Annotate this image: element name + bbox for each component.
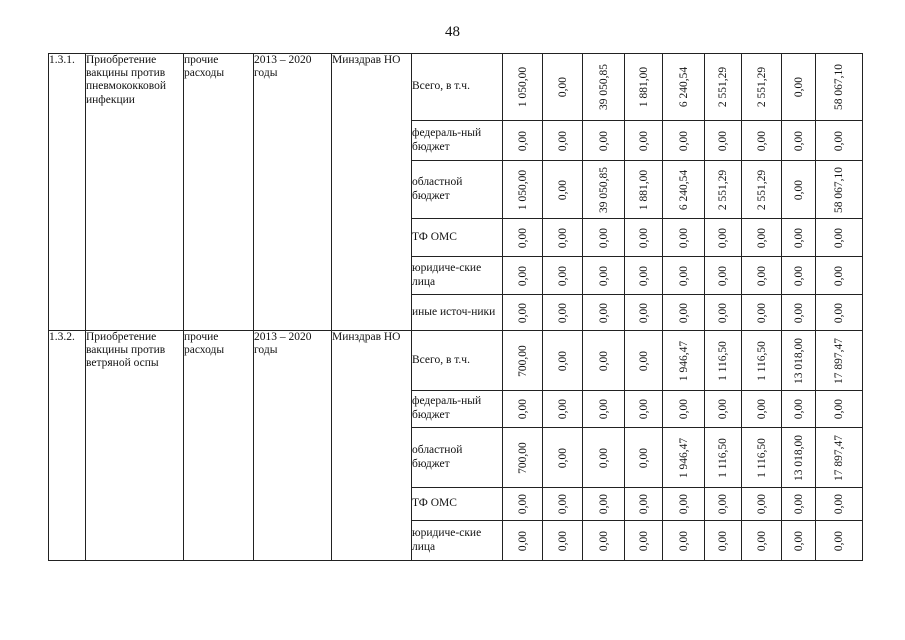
- amount-value: 0,00: [833, 398, 845, 420]
- amount-cell: [705, 257, 742, 295]
- amount-cell: [625, 391, 663, 428]
- amount-value: 700,00: [516, 344, 529, 377]
- amount-value: 0,00: [717, 530, 729, 551]
- amount-value: 0,00: [717, 302, 729, 323]
- amount-value: 0,00: [637, 130, 650, 151]
- amount-cell: [816, 219, 863, 257]
- budget-table: [48, 53, 863, 561]
- amount-cell: [705, 521, 742, 561]
- amount-cell: [782, 257, 816, 295]
- amount-cell: [782, 54, 816, 121]
- amount-value: 0,00: [597, 227, 610, 248]
- amount-cell: [782, 219, 816, 257]
- amount-cell: [583, 295, 625, 331]
- funding-source-label: Всего, в т.ч.: [412, 54, 503, 121]
- amount-cell: [782, 295, 816, 331]
- amount-cell: [503, 161, 543, 219]
- amount-cell: [705, 295, 742, 331]
- amount-cell: [816, 428, 863, 488]
- amount-cell: [503, 428, 543, 488]
- amount-cell: [705, 331, 742, 391]
- amount-value: 0,00: [677, 265, 690, 286]
- amount-value: 0,00: [597, 130, 610, 151]
- amount-value: 2 551,29: [717, 169, 729, 210]
- expense-type: прочие расходы: [184, 331, 254, 561]
- amount-value: 13 018,00: [792, 434, 805, 481]
- amount-value: 0,00: [556, 350, 569, 371]
- amount-cell: [663, 331, 705, 391]
- amount-value: 2 551,29: [755, 66, 768, 108]
- amount-value: 1 116,50: [717, 340, 729, 381]
- amount-value: 0,00: [792, 398, 805, 420]
- amount-value: 0,00: [516, 493, 529, 515]
- amount-cell: [625, 295, 663, 331]
- amount-value: 0,00: [637, 398, 650, 420]
- amount-cell: [742, 391, 782, 428]
- amount-cell: [543, 521, 583, 561]
- amount-cell: [543, 331, 583, 391]
- amount-value: 0,00: [717, 493, 729, 515]
- amount-cell: [625, 121, 663, 161]
- amount-value: 0,00: [637, 302, 650, 323]
- amount-cell: [705, 488, 742, 521]
- amount-value: 2 551,29: [717, 66, 729, 108]
- amount-value: 58 067,10: [833, 166, 845, 213]
- amount-value: 0,00: [597, 447, 610, 468]
- amount-cell: [816, 257, 863, 295]
- amount-value: 1 116,50: [755, 340, 768, 381]
- amount-value: 0,00: [597, 350, 610, 371]
- amount-cell: [663, 428, 705, 488]
- amount-cell: [663, 219, 705, 257]
- amount-cell: [543, 488, 583, 521]
- amount-cell: [583, 257, 625, 295]
- amount-cell: [543, 121, 583, 161]
- amount-cell: [816, 521, 863, 561]
- amount-value: 0,00: [556, 302, 569, 323]
- amount-value: 0,00: [516, 398, 529, 420]
- funding-source-label: юридиче-ские лица: [412, 521, 503, 561]
- amount-value: 39 050,85: [597, 64, 610, 110]
- amount-value: 0,00: [597, 398, 610, 420]
- executor: Минздрав НО: [332, 54, 412, 331]
- executor: Минздрав НО: [332, 331, 412, 561]
- amount-cell: [742, 121, 782, 161]
- amount-cell: [543, 161, 583, 219]
- amount-value: 0,00: [597, 493, 610, 515]
- funding-source-label: юридиче-ские лица: [412, 257, 503, 295]
- amount-value: 2 551,29: [755, 169, 768, 210]
- amount-value: 0,00: [597, 530, 610, 551]
- amount-cell: [503, 295, 543, 331]
- amount-cell: [503, 331, 543, 391]
- amount-value: 0,00: [556, 398, 569, 420]
- amount-value: 0,00: [556, 76, 569, 98]
- amount-value: 700,00: [516, 441, 529, 474]
- amount-cell: [742, 295, 782, 331]
- amount-value: 0,00: [637, 265, 650, 286]
- amount-value: 13 018,00: [792, 337, 805, 384]
- amount-value: 0,00: [792, 302, 805, 323]
- amount-value: 0,00: [556, 447, 569, 468]
- amount-value: 58 067,10: [833, 64, 845, 110]
- amount-value: 6 240,54: [677, 169, 690, 210]
- amount-cell: [625, 161, 663, 219]
- amount-cell: [583, 121, 625, 161]
- amount-cell: [742, 54, 782, 121]
- item-name: Приобретение вакцины против пневмококковой инфекции: [86, 54, 184, 331]
- amount-value: 1 116,50: [717, 437, 729, 478]
- amount-value: 0,00: [755, 530, 768, 551]
- amount-value: 0,00: [556, 530, 569, 551]
- amount-value: 39 050,85: [597, 166, 610, 213]
- table-row: [49, 54, 863, 121]
- amount-cell: [625, 54, 663, 121]
- amount-value: 0,00: [792, 265, 805, 286]
- amount-cell: [663, 54, 705, 121]
- amount-cell: [816, 161, 863, 219]
- amount-value: 0,00: [677, 398, 690, 420]
- amount-value: 0,00: [755, 398, 768, 420]
- amount-cell: [705, 121, 742, 161]
- amount-cell: [742, 161, 782, 219]
- amount-value: 0,00: [833, 130, 845, 151]
- amount-cell: [742, 488, 782, 521]
- amount-cell: [583, 521, 625, 561]
- amount-cell: [503, 391, 543, 428]
- amount-value: 0,00: [717, 227, 729, 248]
- amount-value: 1 050,00: [516, 66, 529, 108]
- amount-value: 0,00: [677, 130, 690, 151]
- amount-value: 17 897,47: [833, 434, 845, 481]
- amount-value: 0,00: [556, 493, 569, 515]
- amount-cell: [663, 488, 705, 521]
- amount-cell: [625, 219, 663, 257]
- funding-source-label: федераль-ный бюджет: [412, 391, 503, 428]
- amount-value: 0,00: [792, 530, 805, 551]
- item-number: 1.3.1.: [49, 54, 86, 331]
- amount-value: 0,00: [556, 227, 569, 248]
- amount-cell: [705, 219, 742, 257]
- amount-cell: [503, 521, 543, 561]
- amount-value: 0,00: [717, 265, 729, 286]
- amount-cell: [705, 54, 742, 121]
- amount-value: 1 881,00: [637, 169, 650, 210]
- amount-cell: [543, 295, 583, 331]
- amount-cell: [663, 257, 705, 295]
- amount-cell: [543, 219, 583, 257]
- period: 2013 – 2020 годы: [254, 54, 332, 331]
- amount-value: 0,00: [755, 265, 768, 286]
- amount-value: 0,00: [516, 530, 529, 551]
- amount-cell: [705, 428, 742, 488]
- amount-cell: [583, 219, 625, 257]
- amount-value: 0,00: [833, 530, 845, 551]
- funding-source-label: областной бюджет: [412, 428, 503, 488]
- amount-value: 6 240,54: [677, 66, 690, 108]
- amount-value: 1 116,50: [755, 437, 768, 478]
- amount-value: 0,00: [833, 302, 845, 323]
- amount-value: 0,00: [755, 302, 768, 323]
- amount-value: 0,00: [792, 179, 805, 200]
- amount-value: 0,00: [792, 130, 805, 151]
- amount-cell: [782, 121, 816, 161]
- amount-cell: [583, 331, 625, 391]
- amount-cell: [663, 161, 705, 219]
- amount-value: 0,00: [516, 265, 529, 286]
- amount-value: 1 050,00: [516, 169, 529, 210]
- amount-value: 0,00: [792, 493, 805, 515]
- funding-source-label: иные источ-ники: [412, 295, 503, 331]
- amount-cell: [543, 428, 583, 488]
- amount-value: 0,00: [637, 227, 650, 248]
- amount-value: 0,00: [755, 130, 768, 151]
- amount-value: 0,00: [637, 447, 650, 468]
- amount-value: 0,00: [677, 302, 690, 323]
- amount-cell: [503, 257, 543, 295]
- amount-cell: [543, 391, 583, 428]
- amount-value: 0,00: [755, 227, 768, 248]
- amount-value: 0,00: [717, 130, 729, 151]
- amount-value: 17 897,47: [833, 337, 845, 384]
- funding-source-label: Всего, в т.ч.: [412, 331, 503, 391]
- amount-cell: [742, 428, 782, 488]
- amount-cell: [583, 391, 625, 428]
- amount-value: 1 946,47: [677, 437, 690, 478]
- amount-cell: [583, 161, 625, 219]
- amount-cell: [742, 331, 782, 391]
- funding-source-label: федераль-ный бюджет: [412, 121, 503, 161]
- amount-cell: [663, 521, 705, 561]
- amount-cell: [742, 257, 782, 295]
- amount-cell: [816, 391, 863, 428]
- amount-value: 0,00: [516, 227, 529, 248]
- amount-cell: [705, 391, 742, 428]
- amount-cell: [503, 54, 543, 121]
- item-name: Приобретение вакцины против ветряной оспы: [86, 331, 184, 561]
- amount-cell: [503, 121, 543, 161]
- funding-source-label: ТФ ОМС: [412, 219, 503, 257]
- amount-value: 0,00: [637, 350, 650, 371]
- amount-value: 0,00: [792, 76, 805, 98]
- amount-cell: [625, 428, 663, 488]
- page-number: 48: [445, 24, 460, 40]
- amount-value: 0,00: [597, 302, 610, 323]
- amount-cell: [503, 488, 543, 521]
- amount-cell: [742, 219, 782, 257]
- amount-cell: [705, 161, 742, 219]
- amount-cell: [663, 295, 705, 331]
- amount-cell: [543, 54, 583, 121]
- amount-value: 0,00: [677, 530, 690, 551]
- amount-value: 0,00: [597, 265, 610, 286]
- amount-value: 0,00: [677, 493, 690, 515]
- amount-cell: [782, 428, 816, 488]
- amount-cell: [816, 488, 863, 521]
- amount-value: 0,00: [556, 130, 569, 151]
- amount-cell: [625, 331, 663, 391]
- amount-cell: [583, 488, 625, 521]
- amount-cell: [583, 428, 625, 488]
- amount-cell: [782, 161, 816, 219]
- amount-cell: [543, 257, 583, 295]
- amount-value: 0,00: [637, 493, 650, 515]
- item-number: 1.3.2.: [49, 331, 86, 561]
- amount-value: 0,00: [556, 265, 569, 286]
- amount-cell: [663, 121, 705, 161]
- amount-value: 0,00: [833, 493, 845, 515]
- amount-cell: [625, 488, 663, 521]
- amount-cell: [583, 54, 625, 121]
- amount-cell: [782, 331, 816, 391]
- amount-cell: [742, 521, 782, 561]
- amount-cell: [816, 121, 863, 161]
- amount-value: 0,00: [717, 398, 729, 420]
- amount-cell: [625, 521, 663, 561]
- amount-cell: [816, 331, 863, 391]
- period: 2013 – 2020 годы: [254, 331, 332, 561]
- funding-source-label: ТФ ОМС: [412, 488, 503, 521]
- table-row: [49, 331, 863, 391]
- amount-value: 0,00: [792, 227, 805, 248]
- funding-source-label: областной бюджет: [412, 161, 503, 219]
- amount-cell: [625, 257, 663, 295]
- amount-value: 1 946,47: [677, 340, 690, 381]
- amount-cell: [816, 54, 863, 121]
- amount-value: 1 881,00: [637, 66, 650, 108]
- amount-value: 0,00: [833, 265, 845, 286]
- amount-cell: [503, 219, 543, 257]
- amount-value: 0,00: [556, 179, 569, 200]
- amount-value: 0,00: [637, 530, 650, 551]
- amount-value: 0,00: [833, 227, 845, 248]
- amount-value: 0,00: [677, 227, 690, 248]
- amount-cell: [663, 391, 705, 428]
- amount-cell: [782, 391, 816, 428]
- amount-value: 0,00: [516, 130, 529, 151]
- amount-cell: [782, 521, 816, 561]
- amount-value: 0,00: [755, 493, 768, 515]
- amount-value: 0,00: [516, 302, 529, 323]
- expense-type: прочие расходы: [184, 54, 254, 331]
- amount-cell: [816, 295, 863, 331]
- amount-cell: [782, 488, 816, 521]
